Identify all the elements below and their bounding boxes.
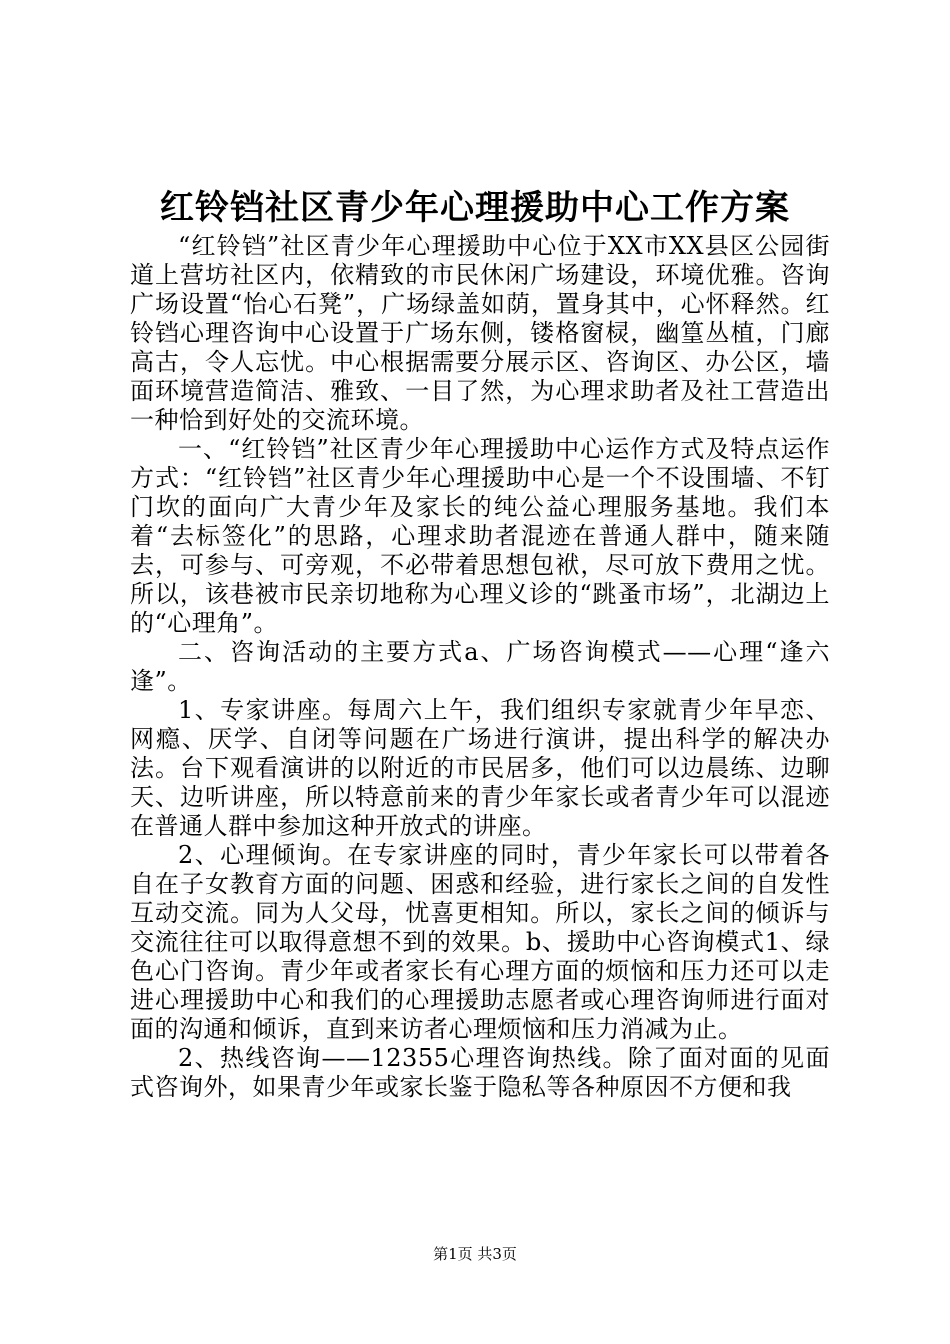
paragraph-section-2: 二、咨询活动的主要方式a、广场咨询模式——心理“逢六逢”。 — [130, 638, 830, 695]
paragraph-intro: “红铃铛”社区青少年心理援助中心位于XX市XX县区公园街道上营坊社区内，依精致的市民休闲广场建设，环境优雅。咨询广场设置“怡心石凳”，广场绿盖如荫，置身其中，心怀释然。红铃铛心理咨询中心设置于广场东侧，镂格窗棂，幽篁丛植，门廊高古，令人忘忧。中心根据需要分展示区、咨询区、办公区，墙面环境营造简洁、雅致、一目了然，为心理求助者及社工营造出一种恰到好处的交流环境。 — [130, 232, 830, 434]
paragraph-hotline: 2、热线咨询——12355心理咨询热线。除了面对面的见面式咨询外，如果青少年或家长鉴于隐私等各种原因不方便和我 — [130, 1044, 830, 1101]
document-title: 红铃铛社区青少年心理援助中心工作方案 — [160, 188, 790, 228]
paragraph-consult: 2、心理倾询。在专家讲座的同时，青少年家长可以带着各自在子女教育方面的问题、困惑和经验，进行家长之间的自发性互动交流。同为人父母，忧喜更相知。所以，家长之间的倾诉与交流往往可以取得意想不到的效果。b、援助中心咨询模式1、绿色心门咨询。青少年或者家长有心理方面的烦恼和压力还可以走进心理援助中心和我们的心理援助志愿者或心理咨询师进行面对面的沟通和倾诉，直到来访者心理烦恼和压力消减为止。 — [130, 841, 830, 1043]
page-footer: 第1页 共3页 — [433, 1245, 517, 1263]
document-body — [130, 232, 830, 1102]
paragraph-section-1: 一、“红铃铛”社区青少年心理援助中心运作方式及特点运作方式：“红铃铛”社区青少年心理援助中心是一个不设围墙、不钉门坎的面向广大青少年及家长的纯公益心理服务基地。我们本着“去标签化”的思路，心理求助者混迹在普通人群中，随来随去，可参与、可旁观，不必带着思想包袱，尽可放下费用之忧。所以，该巷被市民亲切地称为心理义诊的“跳蚤市场”，北湖边上的“心理角”。 — [130, 435, 830, 637]
paragraph-lecture: 1、专家讲座。每周六上午，我们组织专家就青少年早恋、网瘾、厌学、自闭等问题在广场进行演讲，提出科学的解决办法。台下观看演讲的以附近的市民居多，他们可以边晨练、边聊天、边听讲座，所以特意前来的青少年家长或者青少年可以混迹在普通人群中参加这种开放式的讲座。 — [130, 696, 830, 840]
